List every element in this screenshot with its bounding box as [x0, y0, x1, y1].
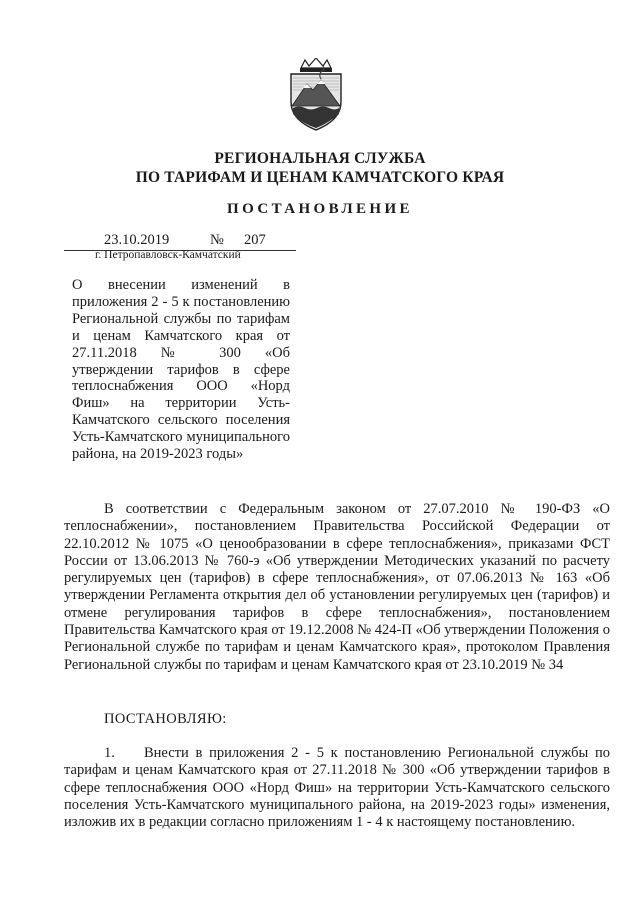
item-text: Внести в приложения 2 - 5 к постановлению Региональной службы по тарифам и ценам Камчатского края от 27.11.2018 № 300 «Об утверждении тарифов в сфере теплоснабжения ООО «Норд Фиш» на территории Усть-Камчатского сельского поселения Усть-Камчатского муниципального района, на 2019-2023 годы» изменения, изложив их в редакции согласно приложениям 1 - 4 к настоящему постановлению.: [64, 745, 610, 831]
preamble-paragraph: В соответствии с Федеральным законом от 27.07.2010 № 190-ФЗ «О теплоснабжении», постановлением Правительства Российской Федерации от 22.10.2012 № 1075 «О ценообразовании в сфере теплоснабжения», приказами ФСТ России от 13.06.2013 № 760-э «Об утверждении Методических указаний по расчету регулируемых цен (тарифов) в сфере теплоснабжения», от 07.06.2013 № 163 «Об утверждении Регламента открытия дел об установлении регулируемых цен (тарифов) и отмене регулирования тарифов в сфере теплоснабжения», постановлением Правительства Камчатского края от 19.12.2008 № 424-П «Об утверждении Положения о Региональной службе по тарифам и ценам Камчатского края», протоколом Правления Региональной службы по тарифам и ценам Камчатского края от 23.10.2019 № 34: [64, 501, 610, 673]
document-type-title: ПОСТАНОВЛЕНИЕ: [227, 201, 413, 217]
document-date: 23.10.2019: [104, 232, 170, 248]
issue-city: г. Петропавловск-Камчатский: [95, 249, 241, 261]
organization-name-line1: РЕГИОНАЛЬНАЯ СЛУЖБА: [214, 150, 426, 167]
document-subject: О внесении изменений в приложения 2 - 5 к постановлению Региональной службы по тарифам и ценам Камчатского края от 27.11.2018 № 300 «Об утверждении тарифов в сфере теплоснабжения ООО «Норд Фиш» на территории Усть-Камчатского сельского поселения Усть-Камчатского муниципального района, на 2019-2023 годы»: [72, 277, 290, 463]
item-number: 1.: [104, 745, 115, 761]
document-number: 207: [244, 232, 266, 248]
coat-of-arms-icon: [287, 58, 345, 132]
resolve-heading: ПОСТАНОВЛЯЮ:: [104, 711, 227, 727]
organization-name-line2: ПО ТАРИФАМ И ЦЕНАМ КАМЧАТСКОГО КРАЯ: [135, 169, 505, 186]
resolution-item-1: [64, 745, 610, 831]
number-sign: №: [210, 232, 224, 248]
